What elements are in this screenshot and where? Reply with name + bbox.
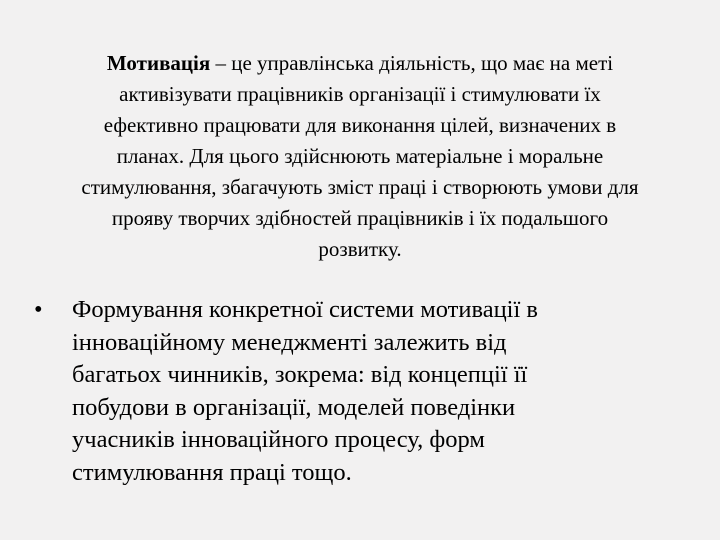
definition-line-text: – це управлінська діяльність, що має на меті <box>210 51 614 75</box>
definition-line: планах. Для цього здійснюють матеріальне і моральне <box>116 144 604 168</box>
definition-term: Мотивація <box>106 51 211 75</box>
bullet-line: Формування конкретної системи мотивації в <box>72 296 538 323</box>
bullet-line: багатьох чинників, зокрема: від концепції її <box>72 361 528 388</box>
bullet-line: стимулювання праці тощо. <box>72 458 352 486</box>
definition-paragraph <box>0 48 720 265</box>
bullet-line: побудови в організації, моделей поведінки <box>72 393 516 421</box>
bullet-marker: • <box>34 296 43 323</box>
definition-line: розвитку. <box>318 237 402 261</box>
definition-line: активізувати працівників організації і стимулювати їх <box>119 82 601 106</box>
definition-line <box>0 48 720 79</box>
definition-line: стимулювання, збагачують зміст праці і створюють умови для <box>81 175 639 199</box>
definition-line: ефективно працювати для виконання цілей, визначених в <box>103 113 617 137</box>
definition-line: прояву творчих здібностей працівників і їх подальшого <box>111 206 609 230</box>
bullet-line: учасників інноваційного процесу, форм <box>72 426 485 453</box>
bullet-line: інноваційному менеджменті залежить від <box>72 328 507 356</box>
bullet-text <box>72 294 538 489</box>
